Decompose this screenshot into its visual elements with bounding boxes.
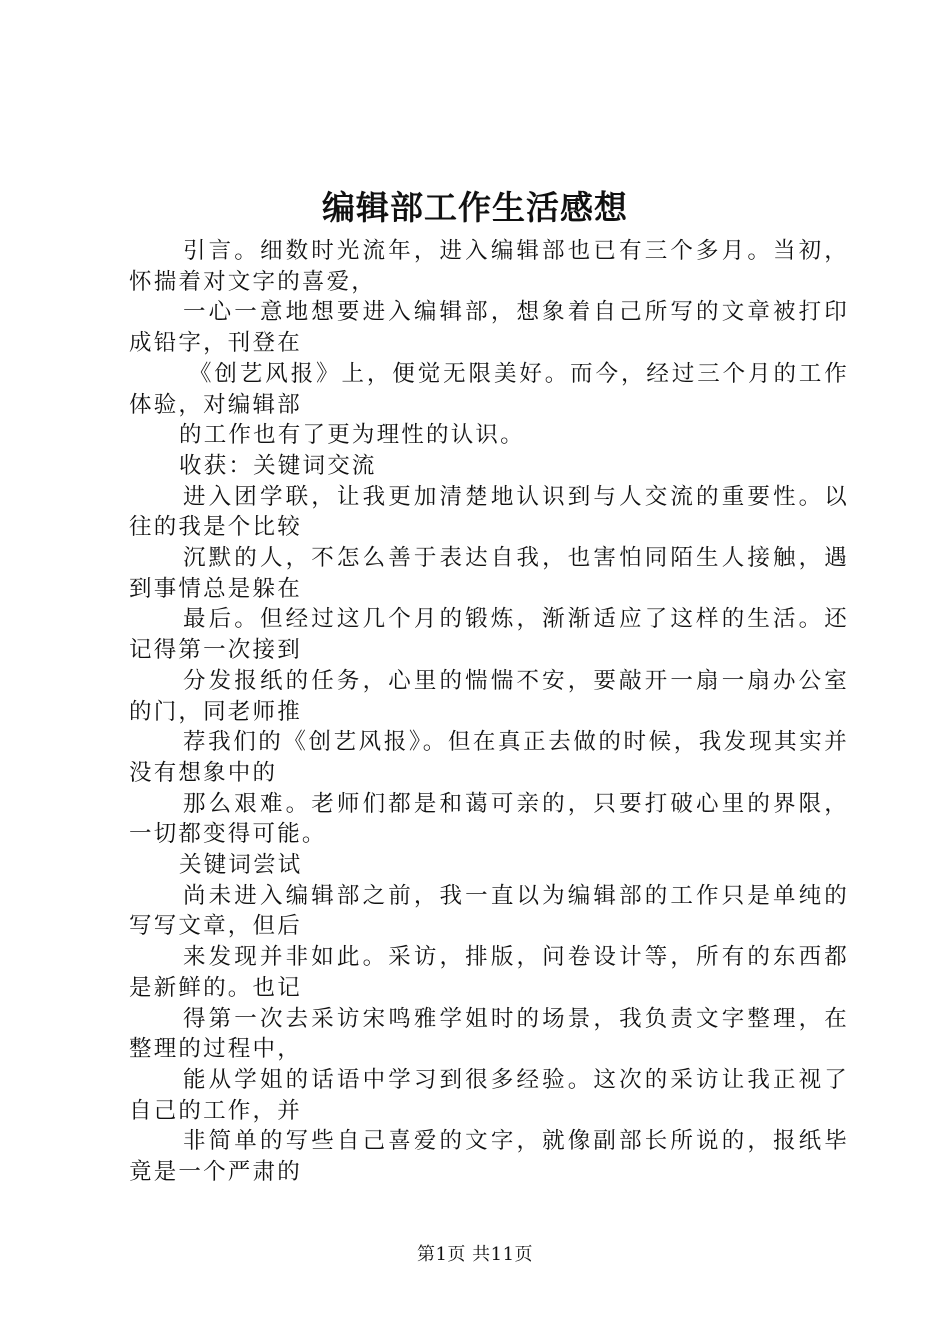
paragraph: 引言。细数时光流年，进入编辑部也已有三个多月。当初，怀揣着对文字的喜爱， <box>129 238 849 295</box>
paragraph: 那么艰难。老师们都是和蔼可亲的，只要打破心里的界限，一切都变得可能。 <box>129 790 849 848</box>
paragraph: 荐我们的《创艺风报》。但在真正去做的时候，我发现其实并没有想象中的 <box>129 729 849 786</box>
section-heading: 关键词尝试 <box>179 852 303 879</box>
paragraph: 最后。但经过这几个月的锻炼，渐渐适应了这样的生活。还记得第一次接到 <box>129 606 849 664</box>
paragraph: 能从学姐的话语中学习到很多经验。这次的采访让我正视了自己的工作，并 <box>129 1066 849 1124</box>
paragraph: 沉默的人，不怎么善于表达自我，也害怕同陌生人接触，遇到事情总是躲在 <box>129 545 849 602</box>
page-number-footer: 第1页 共11页 <box>416 1244 534 1265</box>
section-heading: 收获：关键词交流 <box>179 452 377 479</box>
document-body <box>129 236 849 1188</box>
paragraph: 的工作也有了更为理性的认识。 <box>179 422 525 449</box>
paragraph: 进入团学联，让我更加清楚地认识到与人交流的重要性。以往的我是个比较 <box>129 483 849 541</box>
paragraph: 非简单的写些自己喜爱的文字，就像副部长所说的，报纸毕竟是一个严肃的 <box>129 1128 849 1186</box>
paragraph: 一心一意地想要进入编辑部，想象着自己所写的文章被打印成铅字，刊登在 <box>129 299 849 357</box>
paragraph: 得第一次去采访宋鸣雅学姐时的场景，我负责文字整理，在整理的过程中， <box>129 1005 849 1063</box>
document-title: 编辑部工作生活感想 <box>322 188 628 227</box>
paragraph: 分发报纸的任务，心里的惴惴不安，要敲开一扇一扇办公室的门，同老师推 <box>129 667 849 725</box>
paragraph: 尚未进入编辑部之前，我一直以为编辑部的工作只是单纯的写写文章，但后 <box>129 882 849 940</box>
paragraph: 来发现并非如此。采访，排版，问卷设计等，所有的东西都是新鲜的。也记 <box>129 944 849 1001</box>
paragraph: 《创艺风报》上，便觉无限美好。而今，经过三个月的工作体验，对编辑部 <box>129 360 849 418</box>
